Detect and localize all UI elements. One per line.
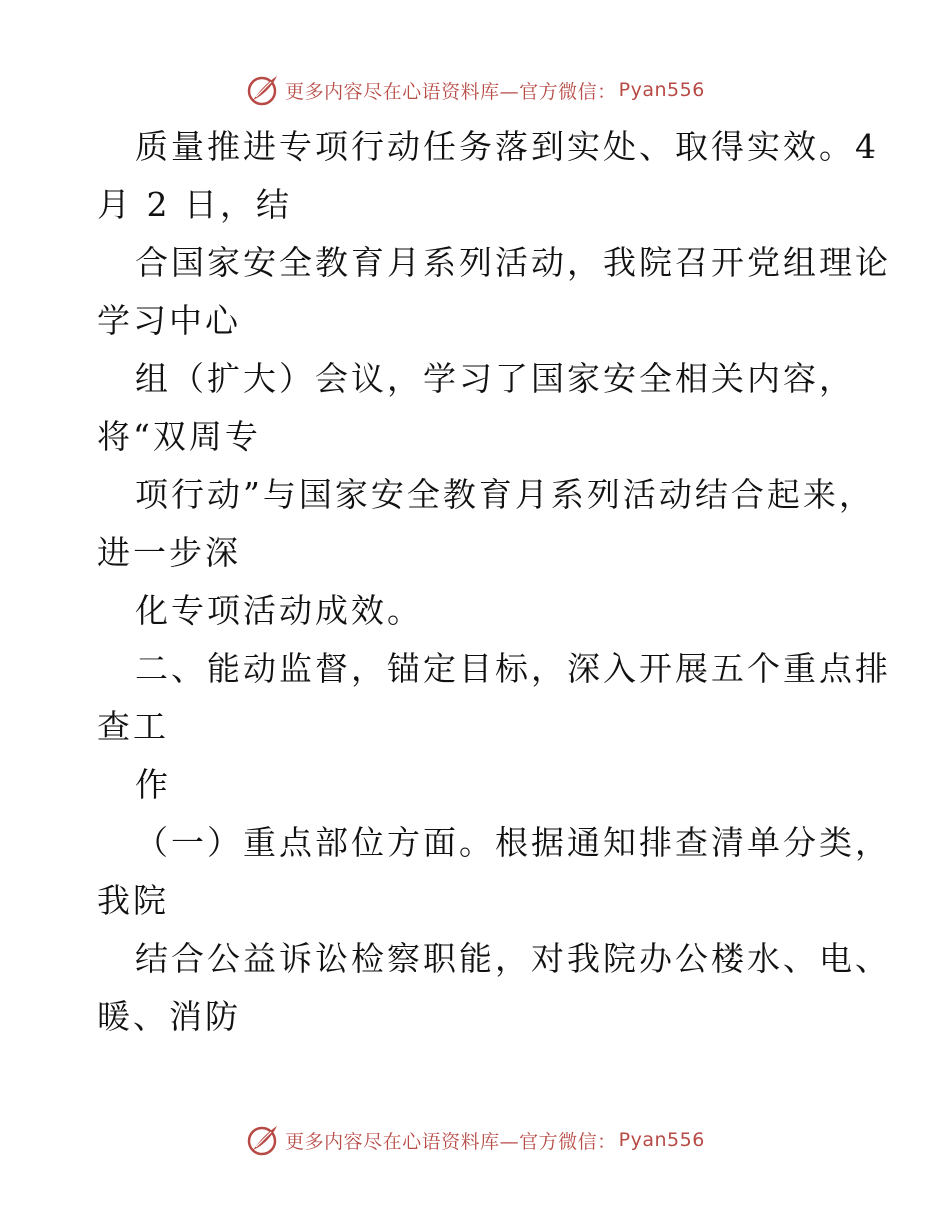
section-heading: 二、能动监督，锚定目标，深入开展五个重点排: [135, 649, 891, 688]
body-line: 将“双周专: [97, 417, 261, 456]
body-line: 进一步深: [97, 533, 241, 572]
body-line: 项行动”与国家安全教育月系列活动结合起来，: [135, 475, 875, 514]
body-line: 合国家安全教育月系列活动，我院召开党组理论: [135, 243, 891, 282]
section-heading: 作: [135, 765, 171, 804]
body-line: 化专项活动成效。: [135, 591, 423, 630]
section-heading: 查工: [97, 707, 169, 746]
body-line: 组（扩大）会议，学习了国家安全相关内容，: [135, 359, 855, 398]
body-line: （一）重点部位方面。根据通知排查清单分类，: [135, 823, 891, 862]
body-line: 质量推进专项行动任务落到实处、取得实效。4: [135, 127, 879, 166]
footer-watermark: [0, 1120, 950, 1160]
body-line: 结合公益诉讼检察职能，对我院办公楼水、电、: [135, 939, 891, 978]
body-line: 我院: [97, 881, 169, 920]
body-line: 学习中心: [97, 301, 241, 340]
header-watermark: [0, 70, 950, 110]
watermark-wechat-id: Pyan556: [618, 79, 705, 101]
body-line: 暖、消防: [97, 997, 241, 1036]
watermark-text: 更多内容尽在心语资料库—官方微信：: [285, 80, 617, 103]
feather-pen-logo-icon: [245, 1122, 281, 1158]
watermark-text: 更多内容尽在心语资料库—官方微信：: [285, 1130, 617, 1153]
watermark-wechat-id: Pyan556: [618, 1129, 705, 1151]
feather-pen-logo-icon: [245, 72, 281, 108]
body-line: 月 2 日，结: [97, 185, 292, 224]
